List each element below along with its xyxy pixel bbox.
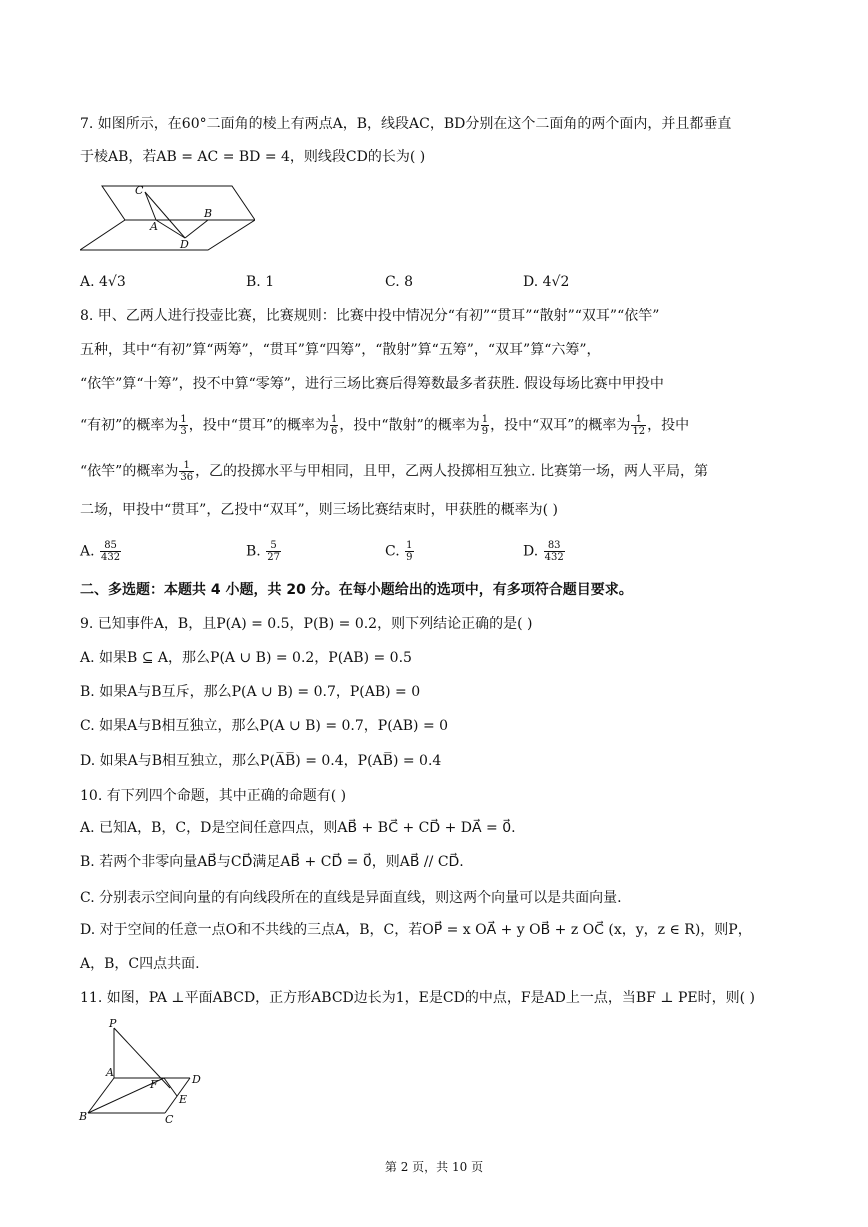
page-footer: 第 2 页，共 10 页 xyxy=(384,1160,484,1174)
q8-option-c: C. $\frac{1}{9}$ xyxy=(385,540,413,563)
q7-option-a: A. 4√3 xyxy=(80,274,126,290)
fraction: $\frac{1}{12}$ xyxy=(632,414,646,437)
q7-stem-line1: 7. 如图所示，在60°二面角的棱上有两点A，B，线段AC，BD分别在这个二面角的两个面内，并且都垂直 xyxy=(80,116,732,132)
q11-label-f: F xyxy=(150,1078,158,1091)
q7-label-c: C xyxy=(135,184,144,197)
q8-option-d: D. $\frac{83}{432}$ xyxy=(523,540,564,563)
q10-option-b: B. 若两个非零向量AB⃗与CD⃗满足AB⃗ + CD⃗ = 0⃗，则AB⃗ // CD⃗. xyxy=(80,854,464,870)
q11-label-b: B xyxy=(79,1110,88,1123)
q9-option-d: D. 如果A与B相互独立，那么P(A̅B̅) = 0.4，P(AB̅) = 0.4 xyxy=(80,753,442,769)
q10-option-d-line1: D. 对于空间的任意一点O和不共线的三点A，B，C，若OP⃗ = x OA⃗ + y OB⃗ + z OC⃗ (x，y，z ∈ R)，则P， xyxy=(80,922,752,938)
q7-label-a: A xyxy=(150,220,158,233)
q9-option-a: A. 如果B ⊆ A，那么P(A ∪ B) = 0.2，P(AB) = 0.5 xyxy=(80,650,412,666)
q7-option-b: B. 1 xyxy=(246,274,275,290)
q8-stem-line5: “依竿”的概率为 $\frac{1}{36}$ ，乙的投掷水平与甲相同，且甲，乙两人投掷相互独立. 比赛第一场，两人平局，第 xyxy=(80,460,708,483)
section-heading: 二、多选题：本题共 4 小题，共 20 分。在每小题给出的选项中，有多项符合题目要求。 xyxy=(80,582,633,598)
q10-stem: 10. 有下列四个命题，其中正确的命题有( ) xyxy=(80,788,347,804)
q9-stem: 9. 已知事件A，B，且P(A) = 0.5，P(B) = 0.2，则下列结论正确的是( ) xyxy=(80,616,533,632)
q7-option-d: D. 4√2 xyxy=(523,274,570,290)
q10-option-c: C. 分别表示空间向量的有向线段所在的直线是异面直线，则这两个向量可以是共面向量. xyxy=(80,890,622,906)
q11-label-a: A xyxy=(106,1066,114,1079)
q8-option-a: A. $\frac{85}{432}$ xyxy=(80,540,121,563)
q8-stem-line3: “依竿”算“十筹”，投不中算“零筹”，进行三场比赛后得筹数最多者获胜. 假设每场比赛中甲投中 xyxy=(80,376,664,392)
q11-stem: 11. 如图，PA ⊥平面ABCD，正方形ABCD边长为1，E是CD的中点，F是AD上一点，当BF ⊥ PE时，则( ) xyxy=(80,990,755,1006)
q7-label-d: D xyxy=(180,238,189,251)
fraction: $\frac{1}{3}$ xyxy=(180,414,187,437)
q11-pyramid-figure xyxy=(78,1016,208,1126)
q8-stem-line4: “有初”的概率为 $\frac{1}{3}$ ，投中“贯耳”的概率为 $\frac{1}{6}$ ，投中“散射”的概率为 $\frac{1}{9}$ ，投中“双耳”的概率为 $\frac{1}{12}$ ，投中 xyxy=(80,414,690,437)
q7-stem-line2: 于棱AB，若AB = AC = BD = 4，则线段CD的长为( ) xyxy=(80,149,426,165)
q7-label-b: B xyxy=(204,207,213,220)
q10-option-a: A. 已知A，B，C，D是空间任意四点，则AB⃗ + BC⃗ + CD⃗ + DA⃗ = 0⃗. xyxy=(80,820,516,836)
q11-label-p: P xyxy=(109,1017,117,1030)
q11-label-c: C xyxy=(165,1113,174,1126)
q8-stem-line1: 8. 甲、乙两人进行投壶比赛，比赛规则：比赛中投中情况分“有初”“贯耳”“散射”“双耳”“依竿” xyxy=(80,308,660,324)
q9-option-c: C. 如果A与B相互独立，那么P(A ∪ B) = 0.7，P(AB) = 0 xyxy=(80,718,449,734)
q8-option-b: B. $\frac{5}{27}$ xyxy=(246,540,280,563)
q10-option-d-line2: A，B，C四点共面. xyxy=(80,956,200,972)
q7-dihedral-figure xyxy=(80,180,255,255)
q7-option-c: C. 8 xyxy=(385,274,414,290)
q11-label-e: E xyxy=(179,1093,188,1106)
fraction: $\frac{1}{9}$ xyxy=(481,414,489,437)
q9-option-b: B. 如果A与B互斥，那么P(A ∪ B) = 0.7，P(AB) = 0 xyxy=(80,684,421,700)
fraction: $\frac{1}{6}$ xyxy=(331,414,338,437)
q8-stem-line2: 五种，其中“有初”算“两筹”，“贯耳”算“四筹”，“散射”算“五筹”，“双耳”算“六筹”， xyxy=(80,342,601,358)
q8-stem-line6: 二场，甲投中“贯耳”，乙投中“双耳”，则三场比赛结束时，甲获胜的概率为( ) xyxy=(80,502,559,518)
fraction: $\frac{1}{36}$ xyxy=(180,460,194,483)
q11-label-d: D xyxy=(192,1073,201,1086)
